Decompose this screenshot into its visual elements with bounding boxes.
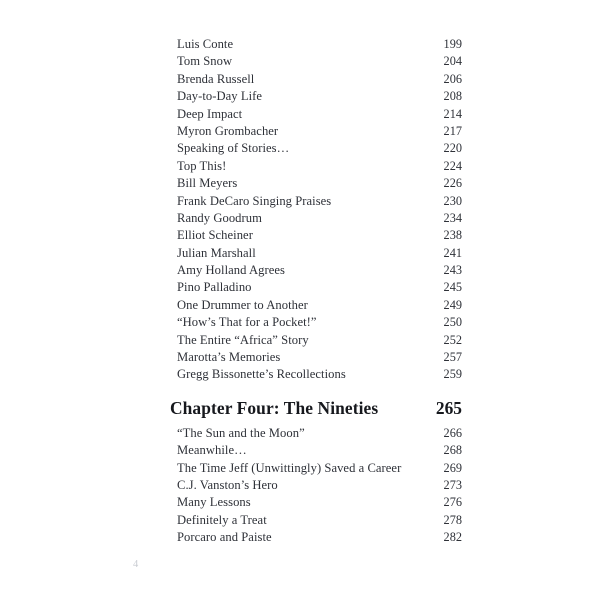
toc-entry-title: Top This! <box>177 158 227 173</box>
toc-entry-row[interactable] <box>170 460 462 477</box>
toc-entry-row[interactable] <box>170 512 462 529</box>
toc-entry-title: Deep Impact <box>177 106 243 121</box>
toc-entry-page-number: 249 <box>443 297 462 312</box>
toc-entry-row[interactable] <box>170 349 462 366</box>
toc-entry-title: One Drummer to Another <box>177 297 308 312</box>
toc-entry-title: C.J. Vanston’s Hero <box>177 477 278 492</box>
toc-entry-title: Myron Grombacher <box>177 123 279 138</box>
toc-entry-page-number: 273 <box>443 477 462 492</box>
toc-entry-title: Bill Meyers <box>177 176 238 191</box>
toc-entry-page-number: 282 <box>443 530 462 545</box>
toc-entry-page-number: 269 <box>443 460 462 475</box>
toc-entry-page-number: 278 <box>443 512 462 527</box>
toc-entry-row[interactable] <box>170 71 462 88</box>
toc-entry-title: Speaking of Stories… <box>177 141 290 156</box>
toc-entry-row[interactable] <box>170 106 462 123</box>
toc-chapter-title: Chapter Four: The Nineties <box>170 397 379 418</box>
toc-entry-title: Frank DeCaro Singing Praises <box>177 193 332 208</box>
toc-entry-title: “The Sun and the Moon” <box>177 425 305 440</box>
toc-entry-page-number: 252 <box>443 332 462 347</box>
toc-entry-page-number: 268 <box>443 443 462 458</box>
toc-entry-row[interactable] <box>170 210 462 227</box>
toc-entry-row[interactable] <box>170 366 462 383</box>
toc-entry-row[interactable] <box>170 425 462 442</box>
toc-entry-row[interactable] <box>170 227 462 244</box>
toc-entry-row[interactable] <box>170 262 462 279</box>
toc-entry-page-number: 217 <box>443 123 462 138</box>
toc-entry-title: The Time Jeff (Unwittingly) Saved a Career <box>177 460 402 475</box>
toc-entry-page-number: 224 <box>443 158 462 173</box>
toc-entry-title: Pino Palladino <box>177 280 252 295</box>
toc-entry-page-number: 257 <box>443 350 462 365</box>
toc-entry-title: Julian Marshall <box>177 245 256 260</box>
toc-entry-page-number: 243 <box>443 263 462 278</box>
toc-entry-row[interactable] <box>170 193 462 210</box>
toc-entry-row[interactable] <box>170 494 462 511</box>
toc-entry-page-number: 238 <box>443 228 462 243</box>
toc-entry-title: Porcaro and Paiste <box>177 530 272 545</box>
toc-entry-page-number: 230 <box>443 193 462 208</box>
toc-entry-page-number: 206 <box>443 71 462 86</box>
toc-entry-page-number: 250 <box>443 315 462 330</box>
toc-entry-title: “How’s That for a Pocket!” <box>177 315 317 330</box>
toc-entry-row[interactable] <box>170 53 462 70</box>
toc-entry-title: Elliot Scheiner <box>177 228 253 243</box>
toc-entry-title: Day-to-Day Life <box>177 89 263 104</box>
toc-entry-page-number: 208 <box>443 89 462 104</box>
toc-entry-page-number: 204 <box>443 54 462 69</box>
toc-entry-title: Gregg Bissonette’s Recollections <box>177 367 346 382</box>
toc-entry-row[interactable] <box>170 332 462 349</box>
toc-entry-page-number: 259 <box>443 367 462 382</box>
toc-entry-title: Luis Conte <box>177 37 234 51</box>
toc-entry-row[interactable] <box>170 279 462 296</box>
toc-entry-page-number: 214 <box>443 106 462 121</box>
toc-entry-page-number: 266 <box>443 425 462 440</box>
toc-entry-row[interactable] <box>170 36 462 53</box>
toc-entry-row[interactable] <box>170 477 462 494</box>
toc-entry-page-number: 276 <box>443 495 462 510</box>
toc-chapter-row[interactable] <box>170 393 462 423</box>
toc-entry-row[interactable] <box>170 175 462 192</box>
toc-entry-title: Brenda Russell <box>177 71 255 86</box>
toc-entry-title: Tom Snow <box>177 54 233 69</box>
toc-entry-page-number: 199 <box>443 37 462 51</box>
toc-entry-title: Marotta’s Memories <box>177 350 281 365</box>
toc-chapter-page-number: 265 <box>435 397 462 418</box>
toc-entry-row[interactable] <box>170 140 462 157</box>
toc-entry-title: The Entire “Africa” Story <box>177 332 309 347</box>
page-folio: 4 <box>133 559 139 570</box>
toc-entry-row[interactable] <box>170 297 462 314</box>
toc-entry-row[interactable] <box>170 442 462 459</box>
toc-entry-title: Definitely a Treat <box>177 512 267 527</box>
toc-entry-row[interactable] <box>170 245 462 262</box>
toc-entry-row[interactable] <box>170 158 462 175</box>
toc-entry-title: Meanwhile… <box>177 443 247 458</box>
toc-entry-row[interactable] <box>170 314 462 331</box>
toc-entry-title: Randy Goodrum <box>177 210 262 225</box>
toc-entry-page-number: 241 <box>443 245 462 260</box>
toc-entry-title: Amy Holland Agrees <box>177 263 285 278</box>
toc-entry-row[interactable] <box>170 123 462 140</box>
toc-entry-page-number: 234 <box>443 210 462 225</box>
toc-entry-row[interactable] <box>170 88 462 105</box>
toc-entry-page-number: 245 <box>443 280 462 295</box>
table-of-contents <box>170 36 462 547</box>
toc-entry-page-number: 226 <box>443 176 462 191</box>
toc-entry-row[interactable] <box>170 529 462 546</box>
toc-entry-title: Many Lessons <box>177 495 251 510</box>
toc-entry-page-number: 220 <box>443 141 462 156</box>
